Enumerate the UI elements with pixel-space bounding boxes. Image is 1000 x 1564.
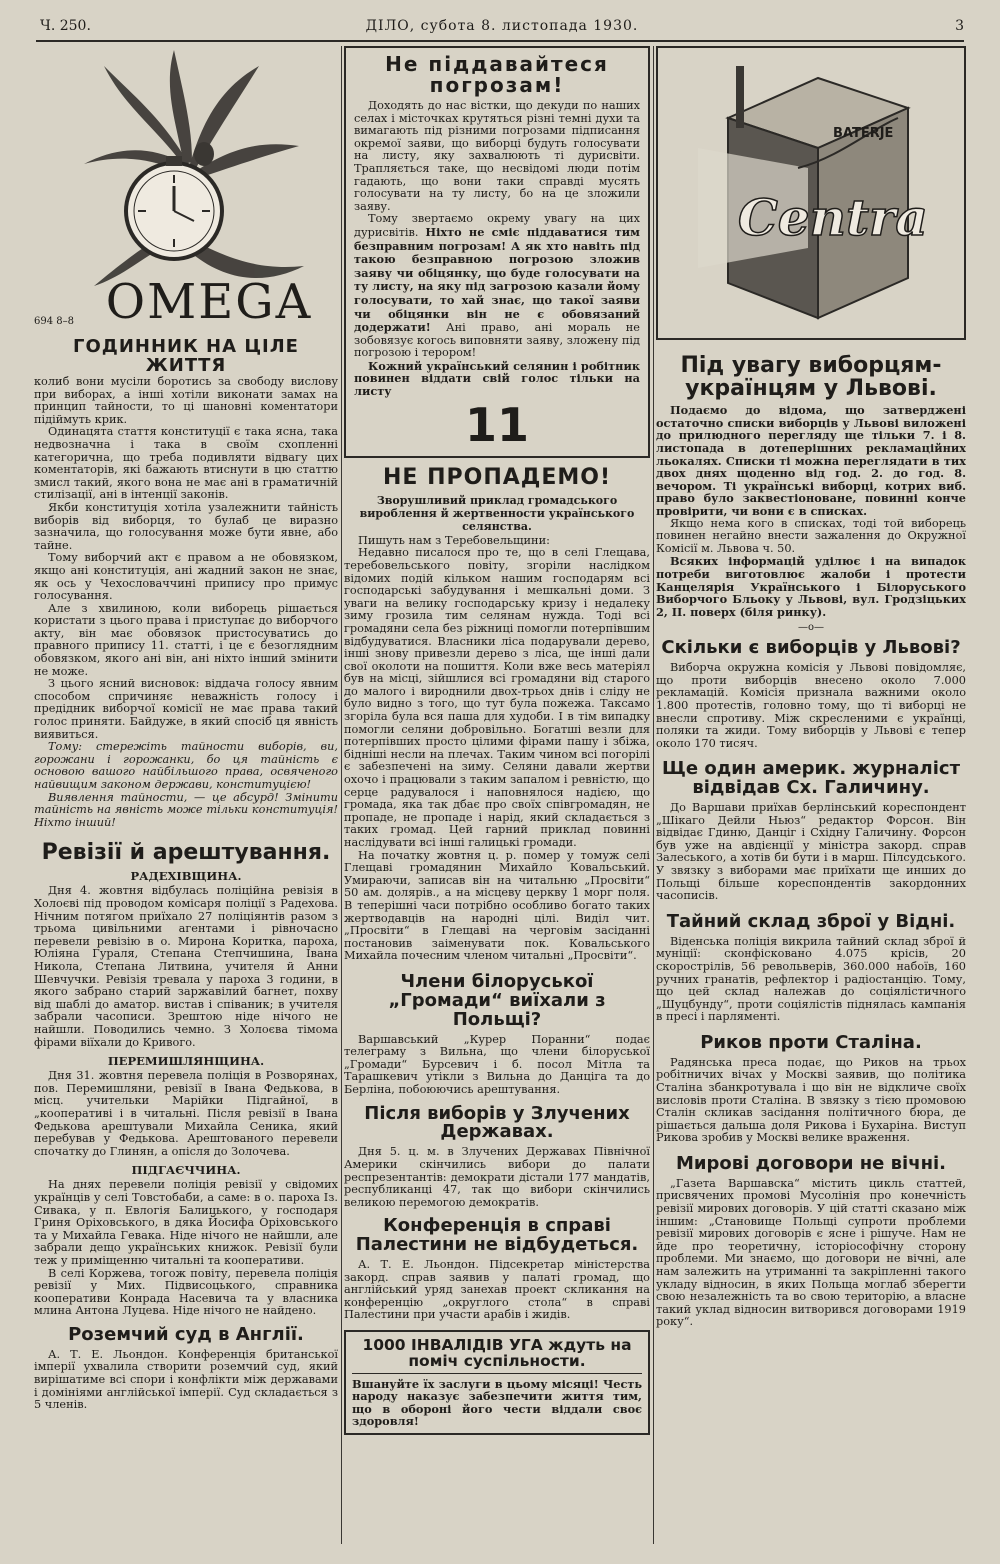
rykov-headline: Риков проти Сталіна. [700, 1031, 922, 1053]
invalids-headline: 1000 ІНВАЛІДІВ УГА ждуть на поміч суспільности. [352, 1337, 642, 1374]
page-header [40, 18, 964, 38]
palestine-headline: Конференція в справі Палестини не відбудеться. [355, 1215, 639, 1256]
constitution-article-continuation [34, 376, 338, 829]
separator: —o— [797, 622, 825, 634]
treaties-headline: Мирові договори не вічні. [675, 1152, 947, 1174]
paragraph: Якщо нема кого в списках, тоді той виборець повинен негайно внести зажалення до Окружної Комісії м. Львова ч. 50. [656, 516, 966, 555]
paragraph: Тому виборчий акт є правом а не обовязком, якщо ані конституція, ані жадний закон не знає, як ось у Чехословаччині припису про примус голосування. [34, 551, 338, 603]
paragraph: Дня 31. жовтня перевела поліція в Розворянах, пов. Перемишляни, ревізії в Івана Федькова, в місц. учительки Марійки Підгайної, в „кооперативі і в читальні. Після ревізії в Івана Федькова арештували Михайла Сеника, який перебував у Федькова. Арештованого перевели спочатку до Глинян, а опісля до Золочева. [34, 1069, 338, 1158]
paragraph: Тому: стережіть тайности виборів, ви, горожани і горожанки, бо ця тайність є основою вашого найбільшого права, освяченого найвищим законом держави, конституцією! [34, 740, 338, 791]
list-number: 11 [464, 397, 529, 452]
court-headline: Роземчий суд в Англії. [68, 1323, 304, 1345]
paragraph: Подаємо до відома, що затверджені остаточно списки виборців у Львові виложені до прилюдного перегляду ще тільки 7. і 8. листопада в дотеперішних рекламаційних льокалях. Списки ті можна переглядати в тих двох днях щоденно від год. 2. до год. 8. вечором. Ті українські виборці, котрих виб. право було заквестіоноване, повинні конче провірити, чи вони є в списках. [656, 403, 966, 518]
invalids-box [344, 1330, 650, 1435]
paragraph: Одинацята стаття конституції є така ясна, така недвозначна і така в своїм схопленні категорична, що треба подивляти відвагу цих коментаторів, які бажають втиснути в цю статтю змисл такий, якого вона не має ані в граматичній стилізації, ані в інтенції законів. [34, 425, 338, 502]
text-run: Ані право, ані мораль не зобовязує когось виповняти заяву, зложену під погрозою і терором! [354, 321, 640, 360]
paragraph: Доходять до нас вістки, що декуди по наших селах і місточках крутяться різні темні духи та вимагають під різними погрозами підписання окремої заяви, що виборці будуть голосувати на листу, яку захвалюють ті дурисвіти. Трапляється таке, що несвідомі люди потім гадають, що вони таки справді мусять голосувати на ту листу, бо на це зложили заяву. [354, 99, 640, 213]
paragraph: Пишуть нам з Теребовельщини: [358, 533, 550, 547]
omega-advertisement [34, 46, 338, 376]
page-number: 3 [955, 18, 964, 34]
section-head: ПЕРЕМИШЛЯНЩИНА. [107, 1054, 265, 1069]
paragraph: Але з хвилиною, коли виборець рішається користати з цього права і приступає до виборчого акту, він має обовязок пристосуватись до правного припису 11. статті, і це є безоглядним обовязком, якого ані він, ані ніхто інший змінити не може. [34, 601, 338, 678]
belarus-headline: Члени білоруської „Громади“ виїхали з Польщі? [388, 970, 606, 1030]
paragraph: Недавно писалося про те, що в селі Глещава, теребовельського повіту, згоріли наслідком відомих подій кільком нашим господарям всі господарські забудування і мешкальні доми. З уваги на велику господарську кризу і недалеку зиму грозила тим селянам нужда. Тоді всі громадяни села без ріжниці помогли потерпівшим відбудуватися. Власники ліса подарували дерево, інші знову привезли дерево з ліса, ще інші дали свої околоти на пошиття. Коли вже весь матеріял був на місці, зійшлися всі громадяни від старого до малого і вироднили двох-трьох днів і сліду не було видно з того, що тут була пожежа. Таксамо згоріла була вся паша для худоби. І в тім випадку помогли селяни добровільно. Богатші везли для потерпівших просто цілими фірами пашу і збіжа, бідніші несли на плечах. Таким чином всі погорілі є забезпечені на зиму. Селяни давали жертви охочо і працювали з таким запалом і ревністю, що серце радувалося і наповнялося надією, що громада, яка так дбає про своїх співгромадян, не пропаде, не пропаде і нарід, який складається з таких громад. Цей гарний приклад повинні наслідувати всі інші галицькі громади. [344, 546, 650, 849]
voters-headline: Під увагу виборцям-українцям у Львові. [680, 353, 942, 402]
paragraph: Якби конституція хотіла узалежнити тайність виборів від виборця, то булаб це виразно зазначила, що голосування може бути явне, або тайне. [34, 500, 338, 552]
masthead: ДІЛО, субота 8. листопада 1930. [365, 18, 639, 34]
paragraph: Кожний український селянин і робітник повинен віддати свій голос тільки на листу [354, 358, 640, 399]
paragraph: В селі Коржева, тогож повіту, перевела поліція ревізії у Мих. Підвисоцького, справника кооперативи Конрада Насевича та у власника млина Антона Луцева. Ніде нічого не найдено. [34, 1266, 338, 1318]
not-perish-subtitle: Зворушливий приклад громадського вироблення й жертвенности українського селянства. [359, 493, 635, 533]
paragraph: На початку жовтня ц. р. помер у томуж селі Глещаві громадянин Михайло Ковальський. Умираючи, записав він на читальню „Просвіти“ 50 ам. долярів., а на місцеву церкву 1 морг поля. В теперішні часи потрібно особливо богато таких жертводавців на народні цілі. Виділ чит. „Просвіти“ в Глещаві на черговім засіданні постановив заіменувати пок. Ковальського Михайла почесним членом читальні „Просвіти“. [344, 848, 650, 963]
paragraph: „Газета Варшавска“ містить цикль статтей, присвячених промові Мусолінія про конечність ревізії мирових договорів. У цій статті сказано між іншим: „Становище Польщі супроти проблеми ревізії мирових договорів є ясне і рішуче. Нам не йде про теоретичну, історіософічну сторону проблеми. Ми знаємо, що договори не вічні, але нам залежить на утриманні та закріпленні такого укладу відносин, в яких Польща моглаб зберегти свою незалежність та во свою територію, а власне такий уклад відносин витворився договорами 1919 року“. [656, 1176, 966, 1329]
text-run: Тому звертаємо окрему увагу на цих дурисвітів. [354, 212, 640, 239]
battery-label: BATERJE [833, 126, 894, 141]
revisions-headline: Ревізії й арештування. [41, 840, 331, 866]
arms-headline: Тайний склад зброї у Відні. [666, 910, 956, 932]
column-left [34, 46, 338, 1544]
paragraph: Дня 5. ц. м. в Злучених Державах Північної Америки скінчились вибори до палати респрезентантів: демократи дістали 177 мандатів, республиканці 47, так що вибори скінчились великою перемогою демократів. [344, 1145, 650, 1209]
paragraph: А. Т. Е. Льондон. Конференція британської імперії ухвалила створити роземчий суд, який вирішатиме всі спори і конфлікти між державами і домініями англійської імперії. Суд складається з 5 членів. [34, 1347, 338, 1412]
paragraph: До Варшави приїхав берлінський кореспондент „Шікаго Дейли Ньюз“ редактор Форсон. Він відвідає Гдиню, Данціг і Східну Галичину. Форсон був уже на авдієнції у міністра закорд. справ Залеського, а хотів би бути і в марш. Пілсудського. У звязку з виборами має приїхати ще инших до Польщі більше кореспондентів закордонних часописів. [656, 801, 966, 903]
not-perish-headline: НЕ ПРОПАДЕМО! [382, 464, 612, 490]
text-run-bold: Ніхто не сміє піддаватися тим безправним погрозам! А як хто навіть під такою безправною погрозою зложив заяву чи обіцянку, що буде голосувати на ту листу, на яку під загрозою казали йому голосувати, то хай знає, що такої заяви чи обіцянки він не є обовязаний додержати! [354, 224, 640, 335]
column-right [656, 46, 966, 1544]
paragraph: Виявлення тайности, — це абсурд! Змінити тайність на явність може тільки конституція! Ніхто інший! [34, 790, 338, 829]
column-divider [341, 46, 342, 1544]
centra-battery-advertisement [656, 46, 966, 340]
omega-slogan: ГОДИННИК НА ЦІЛЕ ЖИТТЯ [73, 336, 299, 376]
threats-headline: Не піддавайтеся погрозам! [385, 52, 609, 97]
issue-number: Ч. 250. [40, 18, 91, 34]
section-head: РАДЕХІВЩИНА. [130, 869, 242, 884]
paragraph: Всяких інформацій уділює і на випадок потреби виготовлює жалоби і протести Канцелярія Українського і Білоруського Виборчого Бльоку у Львові, вул. Гродзіцьких 2, II. поверх (біля ринку). [656, 554, 966, 619]
paragraph: Виборча окружна комісія у Львові повідомляє, що проти виборців внесено около 7.000 рекламацій. Комісія признала важними около 1.800 протестів, головно тому, що ті виборці не внесли спротиву. Між скресленими є українці, поляки та жиди. Тому виборців у Львові є тепер около 170 тисяч. [656, 661, 966, 750]
header-rule [36, 40, 964, 42]
paragraph: Дня 4. жовтня відбулась поліційна ревізія в Холоєві під проводом комісаря поліції з Радехова. Нічним потягом приїхало 27 поліціянтів разом з трьома цивільними агентами і рівночасно перевели ревізію в о. Мирона Коритка, пароха, Юліяна Гураля, Степана Степчишина, Івана Никола, Степана Литвина, учителя й Анни Шевчучки. Ревізія тревала у пароха 3 години, в якого забрано старий заржавілий багнет, похву від шаблі до аматор. вистав і співаник; в учителя забрали часописи. Зрештою ніде нічого не найшли. Поводились чемно. З Холоєва тімома фірами віїхали до Кривого. [34, 884, 338, 1049]
paragraph: Варшавський „Курер Поранни“ подає телеграму з Вильна, що члени білоруської „Громади“ Бурсевич і б. посол Мітла та Тарашкевич утікли з Вильна до Данціга та до Берліна, побоюючись арештування. [344, 1032, 650, 1096]
omega-brand: OMEGA [105, 274, 313, 330]
column-middle [344, 46, 650, 1544]
journalist-headline: Ще один америк. журналіст відвідав Сх. Галичину. [661, 758, 960, 799]
paragraph: З цього ясний висновок: віддача голосу явним способом спричиняє неважність голосу і предідник виборчої комісії не має права такий голос приняти. Байдуже, в який спосіб ця явність виявиться. [34, 677, 338, 741]
count-headline: Скільки є виборців у Львові? [661, 637, 961, 659]
paragraph: А. Т. Е. Льондон. Підсекретар міністерства закорд. справ заявив у палаті громад, що англійський уряд занехав проект скликання на конференцію „округлого стола“ в справі Палестини при участи арабів і жидів. [344, 1258, 650, 1322]
paragraph: колиб вони мусіли боротись за свободу вислову при виборах, а інші хотіли виконати замах на принцип тайности, то ці шановні коментатори підіймуть крик. [34, 375, 338, 426]
paragraph: На днях перевели поліція ревізії у свідомих українців у селі Товстобаби, а саме: в о. пароха Із. Сивака, у п. Евлогія Балицького, у господаря Гриня Оріховського, в дяка Йосифа Оріховського та у Михайла Гевака. Ніде нічого не найшли, але забрали дещо українських книжок. Ревізії були теж у приміщенню читальні та кооперативи. [34, 1178, 338, 1267]
paragraph [354, 213, 640, 360]
paragraph: Віденська поліція викрила тайний склад зброї й муніції: сконфісковано 4.075 крісів, 20 скорострілів, 56 револьверів, 360.000 набоїв, 160 ручних гранатів, рефлектор і радіостанцію. Тому, що цей склад належав до соціялістичного „Шуцбунду“, проти соціялістів піднялась кампанія в пресі і парляменті. [656, 934, 966, 1024]
column-divider [653, 46, 654, 1544]
threats-box [344, 46, 650, 458]
usa-headline: Після виборів у Злучених Державах. [364, 1102, 630, 1143]
section-head: ПІДГАЄЧЧИНА. [131, 1163, 241, 1178]
paragraph: Радянська преса подає, що Риков на трьох робітничих вічах у Москві заявив, що політика Сталіна збанкротувала і що він не відкличе своїх висловів проти Сталіна. В звязку з тією промовою Сталін скликав засідання політичного бюра, де рішається дальша доля Рикова і Бухаріна. Виступ Рикова зробив у Москві велике враження. [656, 1055, 966, 1145]
centra-brand: Centra [738, 188, 928, 247]
ad-code: 694 8–8 [34, 316, 74, 327]
paragraph: Вшануйте їх заслуги в цьому місяці! Честь народу наказує забезпечити життя тим, що в обороні його чести віддали своє здоровля! [352, 1376, 642, 1429]
